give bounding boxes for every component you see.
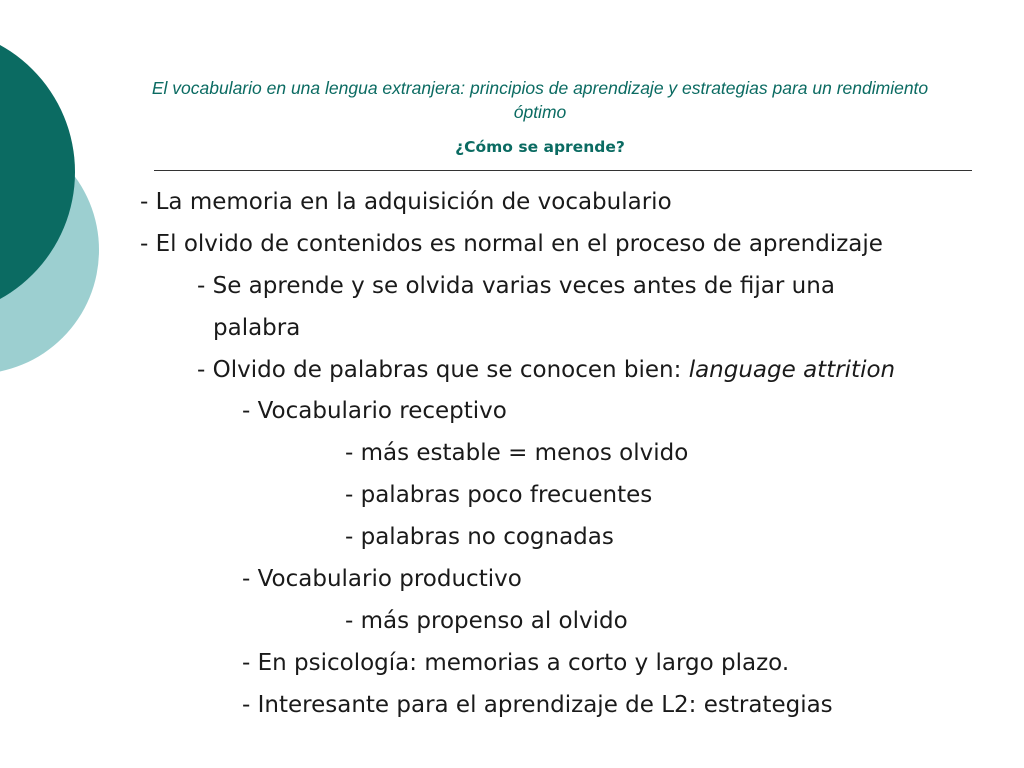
- detail-no-cognadas: - palabras no cognadas: [345, 524, 614, 551]
- bullet-olvido: - El olvido de contenidos es normal en el proceso de aprendizaje: [140, 230, 883, 257]
- attrition-term: language attrition: [688, 356, 896, 383]
- attrition-text: - Olvido de palabras que se conocen bien:: [197, 356, 689, 383]
- sub-bullet-se-aprende: - Se aprende y se olvida varias veces antes de fijar una: [197, 272, 835, 299]
- slide-body: [140, 182, 1020, 727]
- detail-poco-frecuentes: - palabras poco frecuentes: [345, 482, 653, 509]
- slide-title: El vocabulario en una lengua extranjera: principios de aprendizaje y estrategias para un rendimiento óptimo: [151, 78, 929, 122]
- title-divider: [154, 170, 972, 171]
- sub-bullet-interesante: - Interesante para el aprendizaje de L2: estrategias: [242, 691, 833, 718]
- detail-mas-estable: - más estable = menos olvido: [345, 440, 689, 467]
- sub-bullet-productivo: - Vocabulario productivo: [242, 566, 522, 593]
- sub-bullet-receptivo: - Vocabulario receptivo: [242, 398, 507, 425]
- sub-bullet-se-aprende-cont: palabra: [213, 314, 301, 341]
- sub-bullet-attrition: [140, 350, 1020, 392]
- decorative-circles: [0, 0, 110, 420]
- detail-propenso-olvido: - más propenso al olvido: [345, 607, 628, 634]
- sub-bullet-psicologia: - En psicología: memorias a corto y largo plazo.: [242, 649, 790, 676]
- bullet-memoria: - La memoria en la adquisición de vocabulario: [140, 189, 672, 215]
- slide-subtitle: ¿Cómo se aprende?: [455, 138, 625, 156]
